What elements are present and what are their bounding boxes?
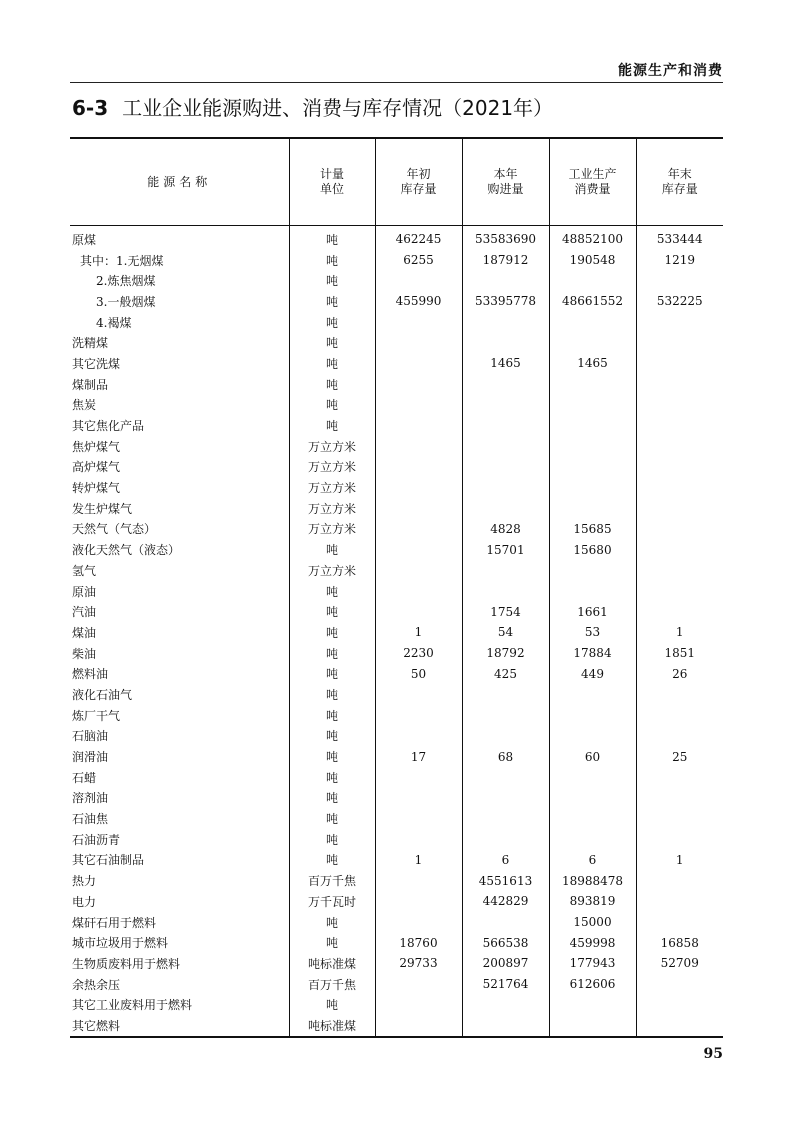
purchase-cell [462,457,549,478]
opening-stock-cell [375,788,462,809]
opening-stock-cell [375,726,462,747]
table-row [70,684,723,705]
purchase-cell: 6 [462,850,549,871]
opening-stock-cell: 50 [375,663,462,684]
consumption-cell: 6 [549,850,636,871]
energy-name-cell: 发生炉煤气 [70,498,289,519]
consumption-cell [549,415,636,436]
table-row [70,270,723,291]
energy-name-cell: 其它工业废料用于燃料 [70,994,289,1015]
table-row [70,581,723,602]
energy-name-cell: 液化天然气（液态） [70,539,289,560]
unit-cell: 吨 [289,663,375,684]
opening-stock-cell [375,891,462,912]
unit-cell: 吨标准煤 [289,1015,375,1037]
table-row [70,332,723,353]
energy-name-cell: 天然气（气态） [70,519,289,540]
table-row [70,457,723,478]
table-row [70,498,723,519]
table-row [70,746,723,767]
table-row [70,415,723,436]
table-title [72,92,553,121]
consumption-cell [549,994,636,1015]
opening-stock-cell [375,912,462,933]
closing-stock-cell: 533444 [656,232,703,247]
header-purchase-line1: 本年 [493,167,518,181]
table-row [70,808,723,829]
consumption-cell [549,374,636,395]
opening-stock-cell [375,519,462,540]
opening-stock-cell: 1 [375,622,462,643]
opening-stock-cell: 6255 [375,250,462,271]
consumption-cell [549,684,636,705]
unit-cell: 吨 [289,622,375,643]
opening-stock-cell: 462245 [375,226,462,250]
unit-cell: 吨 [289,539,375,560]
purchase-cell [462,415,549,436]
purchase-cell [462,312,549,333]
table-row [70,353,723,374]
closing-stock-cell [636,808,723,829]
header-energy-name: 能源名称 [70,138,289,226]
unit-cell: 吨 [289,850,375,871]
unit-cell: 万立方米 [289,477,375,498]
opening-stock-cell [375,395,462,416]
energy-name-cell: 高炉煤气 [70,457,289,478]
table-row [70,994,723,1015]
table-row [70,932,723,953]
opening-stock-cell [375,457,462,478]
consumption-cell [549,395,636,416]
consumption-cell: 15680 [549,539,636,560]
energy-name-cell: 热力 [70,870,289,891]
energy-name-cell: 焦炭 [70,395,289,416]
consumption-cell: 177943 [549,953,636,974]
header-consumption-line1: 工业生产 [568,167,617,181]
table-row [70,850,723,871]
energy-name-cell: 煤矸石用于燃料 [70,912,289,933]
unit-cell: 吨 [289,932,375,953]
page-number: 95 [703,1046,723,1062]
closing-stock-cell [636,705,723,726]
opening-stock-cell [375,332,462,353]
energy-name-cell: 柴油 [70,643,289,664]
consumption-cell: 1465 [549,353,636,374]
consumption-cell: 17884 [549,643,636,664]
unit-cell: 万千瓦时 [289,891,375,912]
header-rule [70,82,723,83]
table-row [70,477,723,498]
purchase-cell: 566538 [462,932,549,953]
closing-stock-cell: 16858 [660,935,699,950]
unit-cell: 吨 [289,270,375,291]
purchase-cell: 425 [462,663,549,684]
purchase-cell [462,829,549,850]
opening-stock-cell [375,498,462,519]
table-row [70,226,723,250]
energy-name-cell: 炼厂干气 [70,705,289,726]
consumption-cell [549,788,636,809]
consumption-cell [549,767,636,788]
energy-name-cell: 煤制品 [70,374,289,395]
opening-stock-cell: 455990 [375,291,462,312]
header-unit-line1: 计量 [319,167,344,181]
energy-name-cell: 液化石油气 [70,684,289,705]
purchase-cell: 54 [462,622,549,643]
table-row [70,767,723,788]
opening-stock-cell [375,974,462,995]
energy-name-cell: 汽油 [70,601,289,622]
purchase-cell [462,581,549,602]
table-number: 6-3 [72,96,109,120]
closing-stock-cell [636,891,723,912]
consumption-cell: 1661 [549,601,636,622]
table-row [70,539,723,560]
title-text: 工业企业能源购进、消费与库存情况（2021年） [122,96,554,120]
energy-name-cell: 燃料油 [70,663,289,684]
table-row [70,726,723,747]
purchase-cell [462,436,549,457]
energy-table [70,137,723,1038]
energy-name-cell: 石脑油 [70,726,289,747]
unit-cell: 吨 [289,226,375,250]
unit-cell: 万立方米 [289,498,375,519]
energy-name-cell: 2.炼焦烟煤 [70,270,289,291]
closing-stock-cell [636,477,723,498]
energy-name-cell: 焦炉煤气 [70,436,289,457]
closing-stock-cell: 532225 [656,294,703,309]
closing-stock-cell [636,994,723,1015]
closing-stock-cell [636,560,723,581]
closing-stock-cell [636,457,723,478]
opening-stock-cell: 18760 [375,932,462,953]
unit-cell: 吨 [289,705,375,726]
opening-stock-cell [375,477,462,498]
opening-stock-cell [375,808,462,829]
unit-cell: 吨 [289,415,375,436]
table-row [70,829,723,850]
header-opening-stock-line2: 库存量 [400,182,437,196]
purchase-cell: 4828 [462,519,549,540]
closing-stock-cell [636,498,723,519]
purchase-cell [462,808,549,829]
unit-cell: 万立方米 [289,436,375,457]
consumption-cell: 48852100 [549,226,636,250]
closing-stock-cell: 1 [675,852,684,867]
purchase-cell: 68 [462,746,549,767]
opening-stock-cell [375,767,462,788]
table-row [70,312,723,333]
energy-name-cell: 原油 [70,581,289,602]
unit-cell: 吨 [289,395,375,416]
consumption-cell: 48661552 [549,291,636,312]
unit-cell: 吨 [289,746,375,767]
energy-name-cell: 其它燃料 [70,1015,289,1037]
unit-cell: 吨 [289,291,375,312]
purchase-cell [462,767,549,788]
unit-cell: 吨 [289,250,375,271]
header-closing-stock-line1: 年末 [667,167,692,181]
unit-cell: 吨 [289,767,375,788]
closing-stock-cell [636,726,723,747]
consumption-cell: 190548 [549,250,636,271]
purchase-cell [462,912,549,933]
energy-name-cell: 电力 [70,891,289,912]
purchase-cell [462,705,549,726]
opening-stock-cell [375,684,462,705]
purchase-cell [462,477,549,498]
closing-stock-cell [636,767,723,788]
unit-cell: 吨 [289,912,375,933]
header-opening-stock [375,138,462,226]
closing-stock-cell [636,270,723,291]
unit-cell: 吨 [289,581,375,602]
opening-stock-cell: 29733 [375,953,462,974]
unit-cell: 吨标准煤 [289,953,375,974]
table-row [70,870,723,891]
table-row [70,705,723,726]
energy-name-cell: 溶剂油 [70,788,289,809]
unit-cell: 吨 [289,601,375,622]
table-row [70,663,723,684]
opening-stock-cell [375,994,462,1015]
consumption-cell: 18988478 [549,870,636,891]
purchase-cell [462,1015,549,1037]
purchase-cell: 53395778 [462,291,549,312]
unit-cell: 吨 [289,994,375,1015]
purchase-cell: 187912 [462,250,549,271]
closing-stock-cell [636,601,723,622]
energy-name-cell: 转炉煤气 [70,477,289,498]
purchase-cell [462,270,549,291]
opening-stock-cell [375,705,462,726]
opening-stock-cell [375,1015,462,1037]
energy-name-cell: 其它石油制品 [70,850,289,871]
closing-stock-cell: 1 [675,625,684,640]
consumption-cell [549,726,636,747]
unit-cell: 万立方米 [289,457,375,478]
energy-name-cell: 石油焦 [70,808,289,829]
opening-stock-cell [375,270,462,291]
table-row [70,291,723,312]
unit-cell: 百万千焦 [289,974,375,995]
purchase-cell: 15701 [462,539,549,560]
consumption-cell [549,270,636,291]
purchase-cell: 18792 [462,643,549,664]
opening-stock-cell [375,415,462,436]
energy-name-cell: 余热余压 [70,974,289,995]
purchase-cell [462,684,549,705]
closing-stock-cell [636,829,723,850]
table-row [70,622,723,643]
consumption-cell [549,457,636,478]
table-row [70,601,723,622]
closing-stock-cell: 26 [672,666,688,681]
header-unit [289,138,375,226]
consumption-cell [549,436,636,457]
opening-stock-cell: 1 [375,850,462,871]
table-row [70,788,723,809]
closing-stock-cell: 1851 [664,646,696,661]
closing-stock-cell [636,581,723,602]
unit-cell: 吨 [289,353,375,374]
purchase-cell [462,726,549,747]
unit-cell: 百万千焦 [289,870,375,891]
opening-stock-cell: 2230 [375,643,462,664]
unit-cell: 吨 [289,643,375,664]
energy-name-cell: 原煤 [70,226,289,250]
closing-stock-cell [636,684,723,705]
closing-stock-cell [636,974,723,995]
header-purchase [462,138,549,226]
opening-stock-cell [375,312,462,333]
consumption-cell: 15685 [549,519,636,540]
energy-name-cell: 石油沥青 [70,829,289,850]
energy-name-cell: 润滑油 [70,746,289,767]
closing-stock-cell [636,436,723,457]
table-row [70,974,723,995]
table-row [70,953,723,974]
consumption-cell: 449 [549,663,636,684]
table-row [70,560,723,581]
purchase-cell: 1754 [462,601,549,622]
consumption-cell: 15000 [549,912,636,933]
consumption-cell [549,829,636,850]
energy-name-cell: 石蜡 [70,767,289,788]
running-head: 能源生产和消费 [618,63,723,79]
consumption-cell: 60 [549,746,636,767]
table-row [70,1015,723,1037]
energy-name-cell: 洗精煤 [70,332,289,353]
opening-stock-cell [375,436,462,457]
table-row [70,643,723,664]
opening-stock-cell [375,539,462,560]
unit-cell: 吨 [289,684,375,705]
unit-cell: 万立方米 [289,560,375,581]
opening-stock-cell [375,829,462,850]
closing-stock-cell [636,912,723,933]
consumption-cell: 459998 [549,932,636,953]
purchase-cell: 1465 [462,353,549,374]
energy-name-cell: 生物质废料用于燃料 [70,953,289,974]
closing-stock-cell: 1219 [664,253,696,268]
header-closing-stock-line2: 库存量 [661,182,698,196]
header-consumption-line2: 消费量 [574,182,611,196]
table-row [70,436,723,457]
consumption-cell [549,705,636,726]
consumption-cell: 612606 [549,974,636,995]
consumption-cell [549,560,636,581]
opening-stock-cell [375,353,462,374]
energy-name-cell: 煤油 [70,622,289,643]
energy-name-cell: 其它洗煤 [70,353,289,374]
table-row [70,891,723,912]
purchase-cell [462,560,549,581]
opening-stock-cell [375,581,462,602]
header-purchase-line2: 购进量 [487,182,524,196]
purchase-cell [462,788,549,809]
energy-name-cell: 4.褐煤 [70,312,289,333]
unit-cell: 吨 [289,312,375,333]
consumption-cell [549,581,636,602]
opening-stock-cell [375,601,462,622]
unit-cell: 吨 [289,808,375,829]
purchase-cell: 53583690 [462,226,549,250]
closing-stock-cell [636,332,723,353]
table-row [70,912,723,933]
energy-name-cell: 氢气 [70,560,289,581]
unit-cell: 吨 [289,829,375,850]
consumption-cell [549,1015,636,1037]
table-body [70,226,723,1037]
unit-cell: 吨 [289,788,375,809]
purchase-cell [462,395,549,416]
table-header-row [70,138,723,226]
purchase-cell [462,332,549,353]
table-row [70,250,723,271]
unit-cell: 吨 [289,332,375,353]
consumption-cell: 893819 [549,891,636,912]
opening-stock-cell [375,374,462,395]
closing-stock-cell [636,353,723,374]
consumption-cell: 53 [549,622,636,643]
opening-stock-cell [375,560,462,581]
closing-stock-cell: 52709 [660,956,699,971]
energy-name-cell: 其中：1.无烟煤 [70,250,289,271]
closing-stock-cell [636,788,723,809]
unit-cell: 吨 [289,726,375,747]
unit-cell: 吨 [289,374,375,395]
energy-name-cell: 城市垃圾用于燃料 [70,932,289,953]
consumption-cell [549,808,636,829]
closing-stock-cell [636,374,723,395]
table-row [70,395,723,416]
purchase-cell: 521764 [462,974,549,995]
closing-stock-cell: 25 [672,749,688,764]
opening-stock-cell [375,870,462,891]
energy-name-cell: 其它焦化产品 [70,415,289,436]
table-row [70,374,723,395]
header-closing-stock [636,138,723,226]
purchase-cell [462,374,549,395]
energy-name-cell: 3.一般烟煤 [70,291,289,312]
header-consumption [549,138,636,226]
closing-stock-cell [636,870,723,891]
closing-stock-cell [636,415,723,436]
closing-stock-cell [636,519,723,540]
header-opening-stock-line1: 年初 [406,167,431,181]
consumption-cell [549,312,636,333]
closing-stock-cell [636,395,723,416]
opening-stock-cell: 17 [375,746,462,767]
purchase-cell [462,498,549,519]
consumption-cell [549,498,636,519]
closing-stock-cell [636,1015,723,1037]
purchase-cell [462,994,549,1015]
table-row [70,519,723,540]
purchase-cell: 200897 [462,953,549,974]
consumption-cell [549,477,636,498]
purchase-cell: 4551613 [462,870,549,891]
closing-stock-cell [636,539,723,560]
closing-stock-cell [636,312,723,333]
purchase-cell: 442829 [462,891,549,912]
consumption-cell [549,332,636,353]
header-unit-line2: 单位 [319,182,344,196]
unit-cell: 万立方米 [289,519,375,540]
